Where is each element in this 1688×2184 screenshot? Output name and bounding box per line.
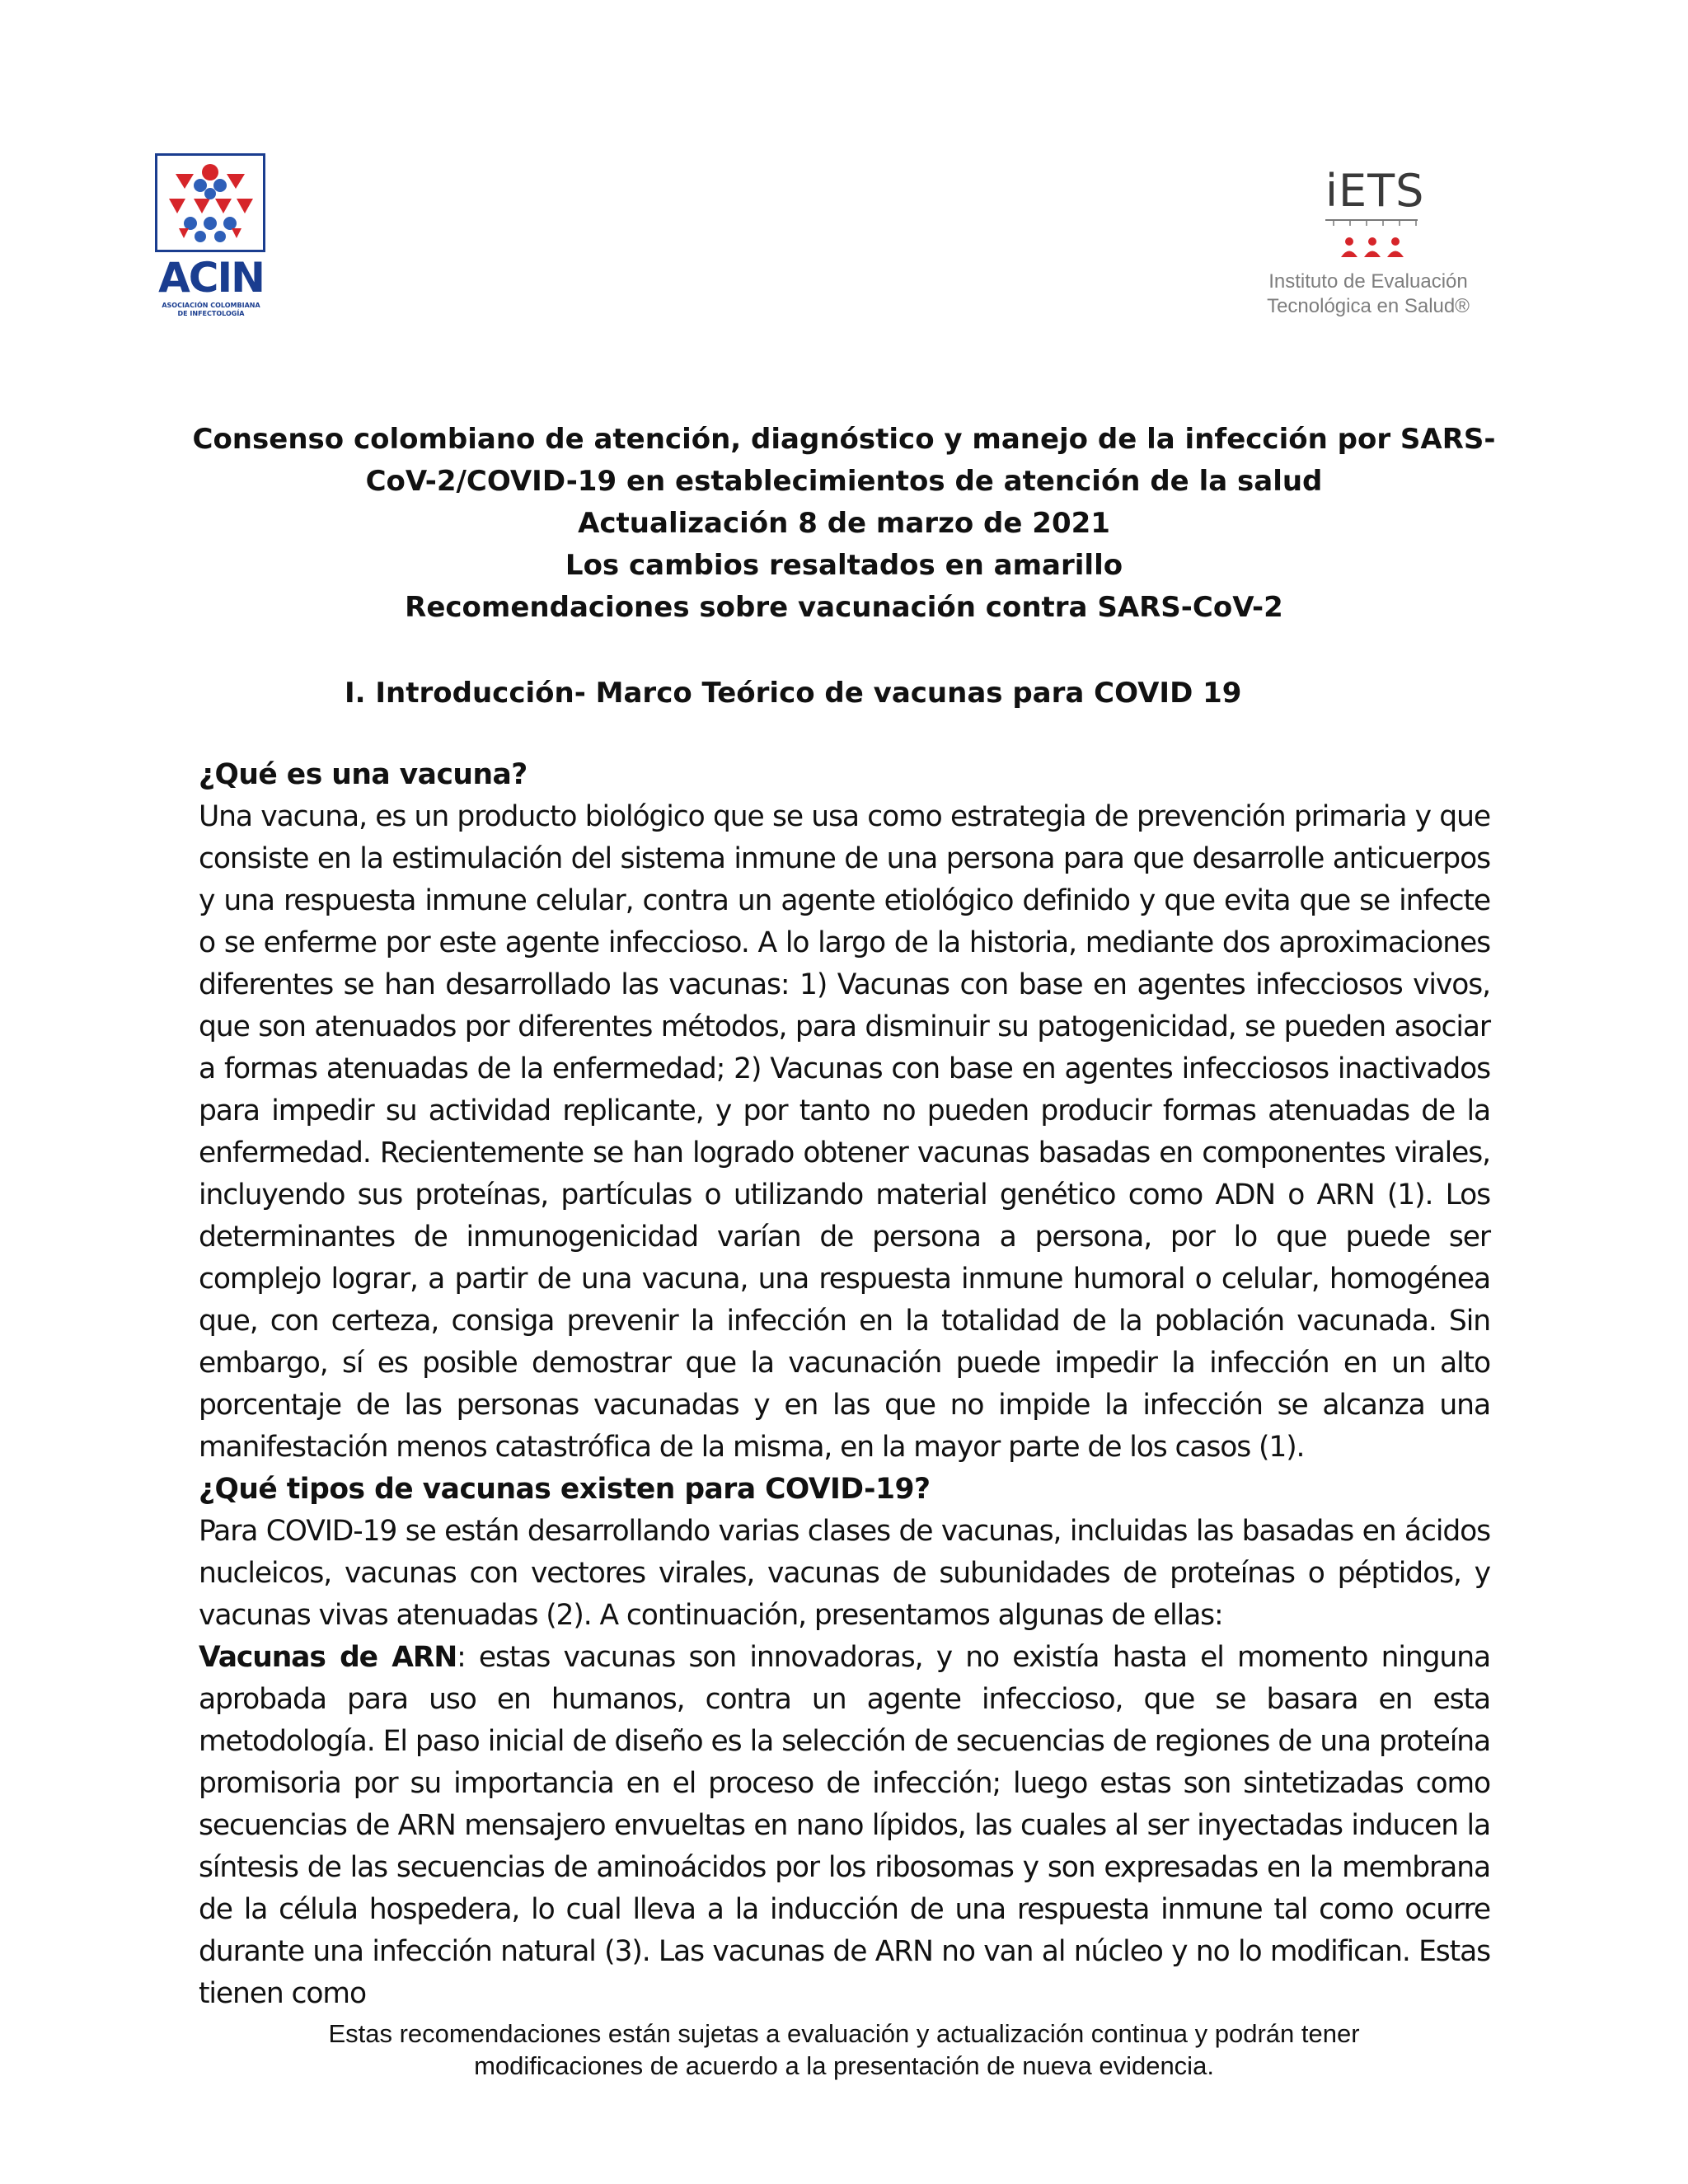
document-title (165, 419, 1523, 629)
paragraph: Para COVID-19 se están desarrollando varias clases de vacunas, incluidas las basadas en ácidos nucleicos, vacunas con vectores virales, vacunas de subunidades de proteínas o péptidos, y vacunas vivas atenuadas (2). A continuación, presentamos algunas de ellas: (199, 1515, 1490, 1632)
acin-emblem (155, 153, 265, 252)
title-line-2: CoV-2/COVID-19 en establecimientos de atención de la salud (365, 465, 1323, 498)
people-icon (1339, 237, 1405, 258)
acin-subtitle-line2: DE INFECTOLOGÍA (177, 310, 245, 317)
question-heading: ¿Qué es una vacuna? (199, 758, 528, 791)
ruler-icon (1325, 218, 1418, 227)
paragraph (199, 1637, 1490, 2015)
footer-line-2: modificaciones de acuerdo a la presentación de nueva evidencia. (474, 2051, 1214, 2080)
title-line-4: Los cambios resaltados en amarillo (565, 549, 1123, 582)
iets-logo (1236, 165, 1500, 334)
iets-name-line1: Instituto de Evaluación (1268, 270, 1468, 293)
acin-logo-text: ACIN (158, 254, 264, 302)
iets-name-line2: Tecnológica en Salud® (1267, 295, 1470, 317)
section-heading: I. Introducción- Marco Teórico de vacunas para COVID 19 (345, 677, 1242, 710)
title-line-3: Actualización 8 de marzo de 2021 (578, 507, 1110, 540)
acin-subtitle-line1: ASOCIACIÓN COLOMBIANA (162, 302, 260, 309)
title-line-1: Consenso colombiano de atención, diagnóstico y manejo de la infección por SARS- (192, 423, 1496, 456)
acin-logo-subtitle (155, 302, 267, 318)
acin-logo (155, 153, 267, 326)
title-line-5: Recomendaciones sobre vacunación contra SARS-CoV-2 (405, 591, 1283, 624)
document-body (199, 754, 1490, 2015)
iets-logo-text: iETS (1325, 165, 1425, 217)
acin-emblem-icon (157, 156, 263, 250)
footer-line-1: Estas recomendaciones están sujetas a evaluación y actualización continua y podrán tener (328, 2019, 1360, 2048)
paragraph: Una vacuna, es un producto biológico que se usa como estrategia de prevención primaria y que consiste en la estimulación del sistema inmune de una persona para que desarrolle anticuerpos y una respuesta inmune celular, contra un agente etiológico definido y que evita que se infecte o se enferme por este agente infeccioso. A lo largo de la historia, mediante dos aproximaciones diferentes se han desarrollado las vacunas: 1) Vacunas con base en agentes infecciosos vivos, que son atenuados por diferentes métodos, para disminuir su patogenicidad, se pueden asociar a formas atenuadas de la enfermedad; 2) Vacunas con base en agentes infecciosos inactivados para impedir su actividad replicante, y por tanto no pueden producir formas atenuadas de la enfermedad. Recientemente se han logrado obtener vacunas basadas en componentes virales, incluyendo sus proteínas, partículas o utilizando material genético como ADN o ARN (1). Los determinantes de inmunogenicidad varían de persona a persona, por lo que puede ser complejo lograr, a partir de una vacuna, una respuesta inmune humoral o celular, homogénea que, con certeza, consiga prevenir la infección en la totalidad de la población vacunada. Sin embargo, sí es posible demostrar que la vacunación puede impedir la infección en un alto porcentaje de las personas vacunadas y en las que no impide la infección se alcanza una manifestación menos catastrófica de la misma, en la mayor parte de los casos (1). (199, 800, 1490, 1464)
page-footer (185, 2018, 1503, 2082)
paragraph-text: : estas vacunas son innovadoras, y no existía hasta el momento ninguna aprobada para uso en humanos, contra un agente infeccioso, que se basara en esta metodología. El paso inicial de diseño es la selección de secuencias de regiones de una proteína promisoria por su importancia en el proceso de infección; luego estas son sintetizadas como secuencias de ARN mensajero envueltas en nano lípidos, las cuales al ser inyectadas inducen la síntesis de las secuencias de aminoácidos por los ribosomas y son expresadas en la membrana de la célula hospedera, lo cual lleva a la inducción de una respuesta inmune tal como ocurre durante una infección natural (3). Las vacunas de ARN no van al núcleo y no lo modifican. Estas tienen como (199, 1641, 1491, 2010)
paragraph-lead: Vacunas de ARN (199, 1641, 457, 1674)
question-heading: ¿Qué tipos de vacunas existen para COVID-19? (199, 1473, 931, 1506)
